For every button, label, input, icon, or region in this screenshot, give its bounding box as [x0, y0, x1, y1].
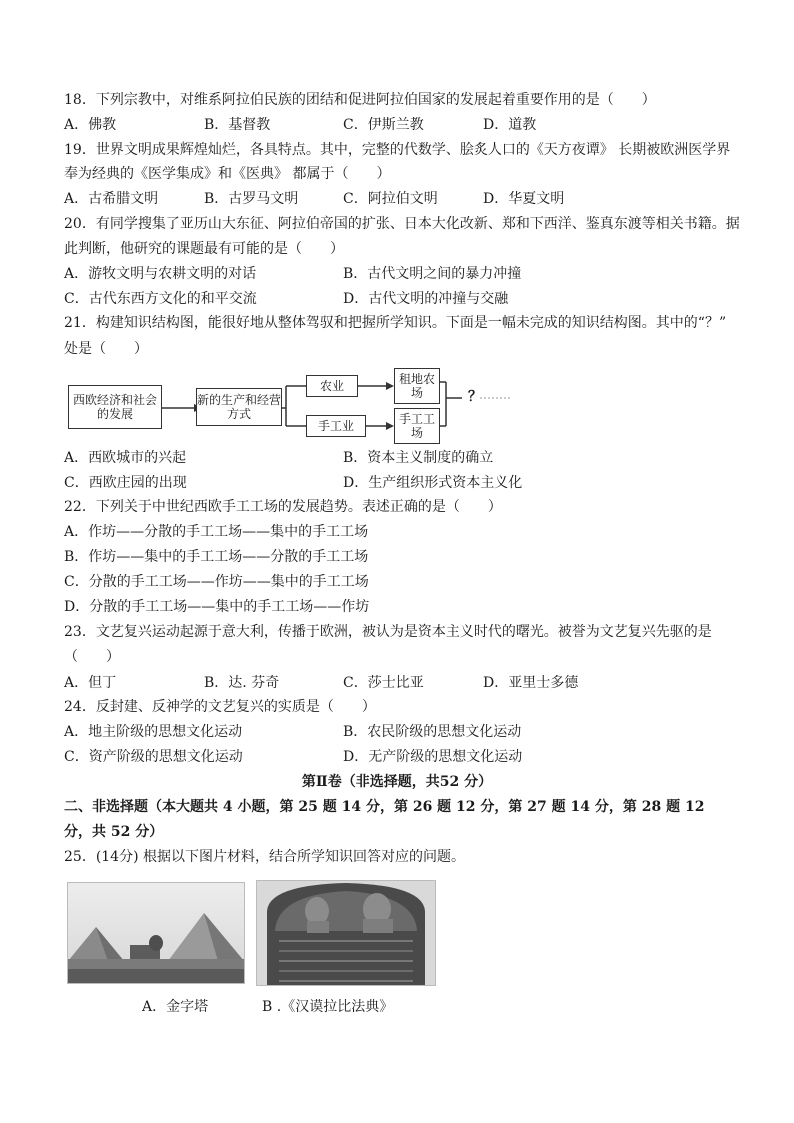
caption-pyramids: A．金字塔: [142, 999, 209, 1015]
q24-option-c: C．资产阶级的思想文化运动: [64, 749, 243, 765]
q20-option-c: C．古代东西方文化的和平交流: [64, 291, 257, 307]
q24-option-b: B．农民阶级的思想文化运动: [343, 724, 522, 740]
hammurabi-stele-illustration: [257, 881, 435, 985]
diagram-unknown-mark: ？: [468, 389, 482, 405]
q21-option-d: D．生产组织形式资本主义化: [343, 475, 523, 491]
q19-stem-line2: 奉为经典的《医学集成》和《医典》 都属于（ ）: [64, 166, 391, 182]
q20-option-a: A．游牧文明与农耕文明的对话: [64, 266, 257, 282]
q24-option-a: A．地主阶级的思想文化运动: [64, 724, 243, 740]
q22-option-b: B．作坊——集中的手工工场——分散的手工工场: [64, 549, 369, 565]
q23-stem-line1: 23．文艺复兴运动起源于意大利，传播于欧洲，被认为是资本主义时代的曙光。被誉为文艺复兴先驱的是: [64, 624, 712, 640]
q20-stem-line2: 此判断，他研究的课题最有可能的是（ ）: [64, 241, 344, 257]
q18-stem: 18．下列宗教中，对维系阿拉伯民族的团结和促进阿拉伯国家的发展起着重要作用的是（ ）: [64, 92, 656, 108]
q23-option-d: D．亚里士多德: [483, 675, 579, 691]
q21-stem-line1: 21．构建知识结构图，能很好地从整体驾驭和把握所学知识。下面是一幅未完成的知识结构图。其中的“？”: [64, 315, 727, 331]
diagram-handicraft-box: 手工业: [306, 415, 366, 437]
q19-option-d: D．华夏文明: [483, 191, 565, 207]
q18-option-d: D．道教: [483, 117, 537, 133]
q23-option-b: B．达. 芬奇: [204, 675, 280, 691]
q21-stem-line2: 处是（ ）: [64, 341, 148, 357]
q19-option-a: A．古希腊文明: [64, 191, 159, 207]
diagram-root-box: 西欧经济和社会的发展: [68, 385, 162, 429]
q18-option-b: B．基督教: [204, 117, 271, 133]
q21-option-a: A．西欧城市的兴起: [64, 450, 187, 466]
q23-stem-line2: （ ）: [64, 649, 120, 665]
q21-option-b: B．资本主义制度的确立: [343, 450, 494, 466]
q23-option-c: C．莎士比亚: [343, 675, 424, 691]
pyramids-illustration: [68, 883, 244, 983]
q20-option-b: B．古代文明之间的暴力冲撞: [343, 266, 522, 282]
arrowhead-agri: [386, 382, 394, 390]
q20-option-d: D．古代文明的冲撞与交融: [343, 291, 509, 307]
section-2-heading-line1: 二、非选择题（本大题共 4 小题，第 25 题 14 分，第 26 题 12 分，第 27 题 14 分，第 28 题 12: [64, 799, 705, 815]
arrowhead-handicraft: [386, 422, 394, 430]
diagram-rental-farm-box: 租地农场: [394, 368, 440, 404]
q25-stem: 25．(14分) 根据以下图片材料，结合所学知识回答对应的问题。: [64, 849, 466, 865]
diagram-agriculture-box: 农业: [306, 375, 358, 397]
diagram-workshop-box: 手工工场: [394, 408, 440, 444]
q20-stem-line1: 20．有同学搜集了亚历山大东征、阿拉伯帝国的扩张、日本大化改新、郑和下西洋、鉴真东渡等相关书籍。据: [64, 216, 740, 232]
diagram-mid-box: 新的生产和经营方式: [196, 388, 282, 426]
hammurabi-code-image: [256, 880, 436, 986]
q24-stem: 24．反封建、反神学的文艺复兴的实质是（ ）: [64, 699, 376, 715]
section-2-title: 第Ⅱ卷（非选择题，共52 分）: [301, 774, 493, 790]
q23-option-a: A．但丁: [64, 675, 117, 691]
q22-option-a: A．作坊——分散的手工工场——集中的手工工场: [64, 524, 369, 540]
section-2-heading-line2: 分，共 52 分）: [64, 824, 164, 840]
q19-option-c: C．阿拉伯文明: [343, 191, 438, 207]
q18-option-a: A．佛教: [64, 117, 117, 133]
q22-option-d: D．分散的手工工场——集中的手工工场——作坊: [64, 599, 370, 615]
pyramids-image: [67, 882, 245, 984]
q18-option-c: C．伊斯兰教: [343, 117, 424, 133]
q19-stem-line1: 19．世界文明成果辉煌灿烂，各具特点。其中，完整的代数学、脍炙人口的《天方夜谭》 长期被欧洲医学界: [64, 142, 731, 158]
q19-option-b: B．古罗马文明: [204, 191, 299, 207]
q22-stem: 22．下列关于中世纪西欧手工工场的发展趋势。表述正确的是（ ）: [64, 499, 502, 515]
caption-hammurabi: B .《汉谟拉比法典》: [262, 999, 394, 1015]
q24-option-d: D．无产阶级的思想文化运动: [343, 749, 523, 765]
q22-option-c: C．分散的手工工场——作坊——集中的手工工场: [64, 574, 369, 590]
q21-option-c: C．西欧庄园的出现: [64, 475, 187, 491]
